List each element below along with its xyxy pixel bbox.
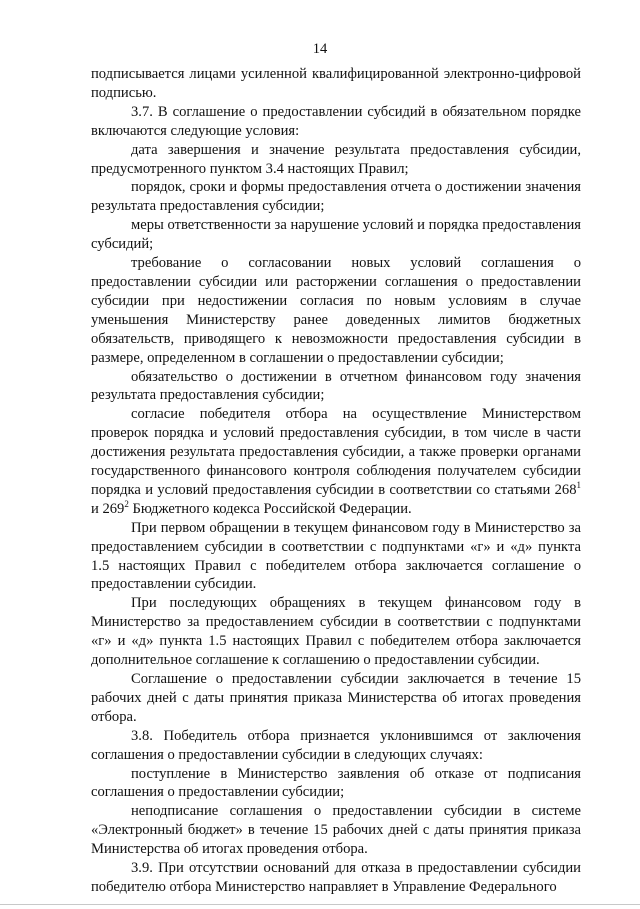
- paragraph-liability: меры ответственности за нарушение условий и порядка предоставления субсидий;: [91, 217, 581, 253]
- paragraph-report-terms: порядок, сроки и формы предоставления отчета о достижении значения результата предоставления субсидии;: [91, 179, 581, 215]
- paragraph-result-date: дата завершения и значение результата предоставления субсидии, предусмотренного пунктом 3.4 настоящих Правил;: [91, 141, 581, 177]
- inspection-text-before: согласие победителя отбора на осуществление Министерством проверок порядка и условий предоставления субсидии, в том числе в части достижения результата предоставления субсидии, а также проверки органами государственного финансового контроля соблюдения получателем субсидии порядка и условий предоставления субсидии в соответствии со статьями 268: [91, 406, 581, 498]
- paragraph-achievement-obligation: обязательство о достижении в отчетном финансовом году значения результата предоставления субсидии;: [91, 368, 581, 404]
- footnote-sup-2: 2: [124, 498, 129, 509]
- footnote-sup-1: 1: [576, 479, 581, 490]
- inspection-text-middle: и 269: [91, 500, 125, 517]
- paragraph-refusal-statement: поступление в Министерство заявления об отказе от подписания соглашения о предоставлении субсидии;: [91, 765, 581, 801]
- paragraph-3-8-evasion: 3.8. Победитель отбора признается уклонившимся от заключения соглашения о предоставлении субсидии в следующих случаях:: [91, 727, 581, 763]
- page-number: 14: [312, 41, 328, 57]
- document-body: [91, 65, 581, 897]
- paragraph-first-application: При первом обращении в текущем финансовом году в Министерство за предоставлением субсидии в соответствии с подпунктами «г» и «д» пункта 1.5 настоящих Правил с победителем отбора заключается соглашение о предоставлении субсидии.: [91, 519, 581, 593]
- paragraph-inspection-consent: [91, 405, 581, 518]
- inspection-text-after: Бюджетного кодекса Российской Федерации.: [128, 500, 412, 517]
- paragraph-subsequent-applications: При последующих обращениях в текущем финансовом году в Министерство за предоставлением субсидии в соответствии с подпунктами «г» и «д» пункта 1.5 настоящих Правил с победителем отбора заключается дополнительное соглашение к соглашению о предоставлении субсидии.: [91, 595, 581, 669]
- paragraph-signature-continuation: подписывается лицами усиленной квалифицированной электронно-цифровой подписью.: [91, 66, 581, 101]
- paragraph-new-conditions: требование о согласовании новых условий соглашения о предоставлении субсидии или расторжении соглашения о предоставлении субсидии при недостижении согласия по новым условиям в случае уменьшения Министерству ранее доведенных лимитов бюджетных обязательств, приводящего к невозможности предоставления субсидии в размере, определенном в соглашении о предоставлении субсидии;: [91, 255, 581, 366]
- scan-bottom-edge: [0, 904, 640, 905]
- paragraph-agreement-deadline: Соглашение о предоставлении субсидии заключается в течение 15 рабочих дней с даты принятия приказа Министерства об итогах проведения отбора.: [91, 671, 581, 725]
- paragraph-3-7-intro: 3.7. В соглашение о предоставлении субсидий в обязательном порядке включаются следующие условия:: [91, 103, 581, 139]
- paragraph-not-signed: неподписание соглашения о предоставлении субсидии в системе «Электронный бюджет» в течение 15 рабочих дней с даты принятия приказа Министерства об итогах проведения отбора.: [91, 803, 581, 858]
- paragraph-3-9: 3.9. При отсутствии оснований для отказа в предоставлении субсидии победителю отбора Министерство направляет в Управление Федерального: [91, 860, 581, 895]
